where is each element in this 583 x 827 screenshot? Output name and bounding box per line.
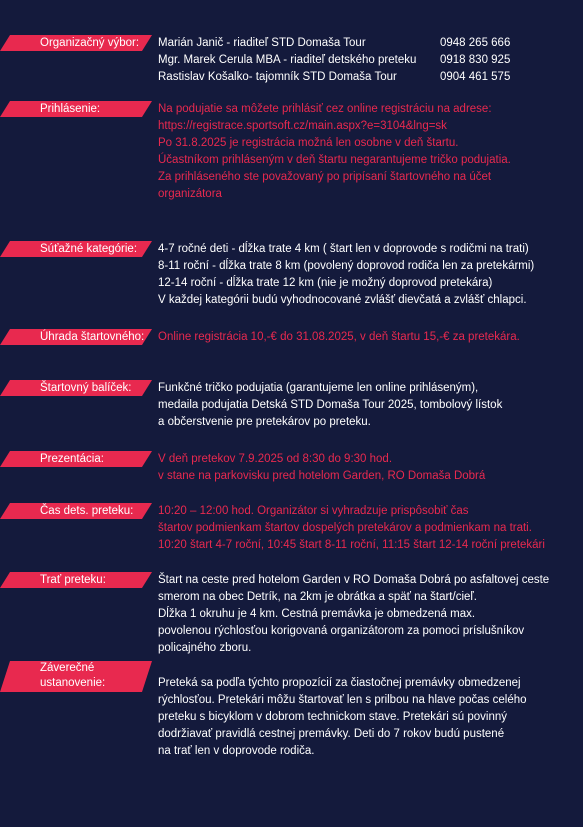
text-line: na trať len v doprovode rodiča. — [158, 745, 315, 757]
text-line: medaila podujatia Detská STD Domaša Tour 2025, tombolový lístok — [158, 399, 503, 411]
section-content — [158, 675, 578, 760]
text-line: preteku s bicyklom v dobrom technickom stave. Pretekári sú povinný — [158, 711, 507, 723]
text-line: a občerstvenie pre pretekárov po preteku. — [158, 416, 371, 428]
section-label: Úhrada štartovného: — [40, 331, 145, 343]
section-label: Čas dets. preteku: — [40, 505, 134, 517]
organizer-row — [158, 35, 578, 52]
text-line: 12-14 roční - dĺžka trate 12 km (nie je možný doprovod pretekára) — [158, 277, 493, 289]
text-line: Účastníkom prihláseným v deň štartu negarantujeme tričko podujatia. — [158, 154, 511, 166]
section-content — [158, 503, 578, 554]
text-line: 8-11 roční - dĺžka trate 8 km (povolený doprovod rodiča len za pretekármi) — [158, 260, 535, 272]
organizer-row — [158, 52, 578, 69]
section-label: Organizačný výbor: — [40, 37, 140, 49]
section-content — [158, 101, 578, 203]
section-label — [40, 661, 150, 691]
section-content — [158, 329, 578, 346]
text-line: policajného zboru. — [158, 642, 252, 654]
section-label: Trať preteku: — [40, 574, 106, 586]
text-line: V deň pretekov 7.9.2025 od 8:30 do 9:30 hod. — [158, 453, 393, 465]
text-line: Funkčné tričko podujatia (garantujeme len online prihláseným), — [158, 382, 479, 394]
text-line: Na podujatie sa môžete prihlásiť cez online registráciu na adrese: — [158, 103, 492, 115]
text-line: Štart na ceste pred hotelom Garden v RO Domaša Dobrá po asfaltovej ceste — [158, 574, 550, 586]
text-line: organizátora — [158, 188, 222, 200]
section-content — [158, 241, 578, 309]
section-content — [158, 35, 578, 86]
text-line: 4-7 ročné deti - dĺžka trate 4 km ( štart len v doprovode s rodičmi na trati) — [158, 243, 529, 255]
section-content — [158, 380, 578, 431]
text-line: 10:20 štart 4-7 roční, 10:45 štart 8-11 roční, 11:15 štart 12-14 roční pretekári — [158, 539, 545, 551]
text-line: V každej kategórii budú vyhodnocované zvlášť dievčatá a zvlášť chlapci. — [158, 294, 527, 306]
organizer-phone: 0948 265 666 — [440, 37, 511, 49]
section-label: Štartovný balíček: — [40, 382, 132, 394]
text-line: štartov podmienkam štartov dospelých pretekárov a podmienkam na trati. — [158, 522, 532, 534]
section-label: Súťažné kategórie: — [40, 243, 138, 255]
organizer-row — [158, 69, 578, 86]
section-label-line: Záverečné — [40, 662, 95, 674]
text-line: Online registrácia 10,-€ do 31.08.2025, v deň štartu 15,-€ za pretekára. — [158, 331, 520, 343]
section-label: Prihlásenie: — [40, 103, 101, 115]
text-line: Po 31.8.2025 je registrácia možná len osobne v deň štartu. — [158, 137, 459, 149]
text-line: povolenou rýchlosťou korigovaná organizátorom za pomoci príslušníkov — [158, 625, 525, 637]
section-label: Prezentácia: — [40, 453, 104, 465]
organizer-name: Marián Janič - riaditeľ STD Domaša Tour — [158, 37, 366, 49]
text-line: Preteká sa podľa týchto propozícií za čiastočnej premávky obmedzenej — [158, 677, 521, 689]
registration-link[interactable]: https://registrace.sportsoft.cz/main.aspx?e=3104&lng=sk — [158, 120, 447, 132]
section-content — [158, 451, 578, 485]
organizer-name: Rastislav Košalko- tajomník STD Domaša Tour — [158, 71, 397, 83]
text-line: dodržiavať pravidlá cestnej premávky. Deti do 7 rokov budú pustené — [158, 728, 505, 740]
text-line: Dĺžka 1 okruhu je 4 km. Cestná premávka je obmedzená max. — [158, 608, 476, 620]
text-line: smerom na obec Detrík, na 2km je obrátka a späť na štart/cieľ. — [158, 591, 477, 603]
text-line: rýchlosťou. Pretekári môžu štartovať len s prilbou na hlave počas celého — [158, 694, 527, 706]
section-content — [158, 572, 578, 657]
section-label-line: ustanovenie: — [40, 677, 106, 689]
text-line: 10:20 – 12:00 hod. Organizátor si vyhradzuje prispôsobiť čas — [158, 505, 469, 517]
organizer-phone: 0904 461 575 — [440, 71, 511, 83]
organizer-name: Mgr. Marek Cerula MBA - riaditeľ detského preteku — [158, 54, 417, 66]
organizer-phone: 0918 830 925 — [440, 54, 511, 66]
text-line: Za prihláseného ste považovaný po pripísaní štartovného na účet — [158, 171, 492, 183]
text-line: v stane na parkovisku pred hotelom Garden, RO Domaša Dobrá — [158, 470, 486, 482]
